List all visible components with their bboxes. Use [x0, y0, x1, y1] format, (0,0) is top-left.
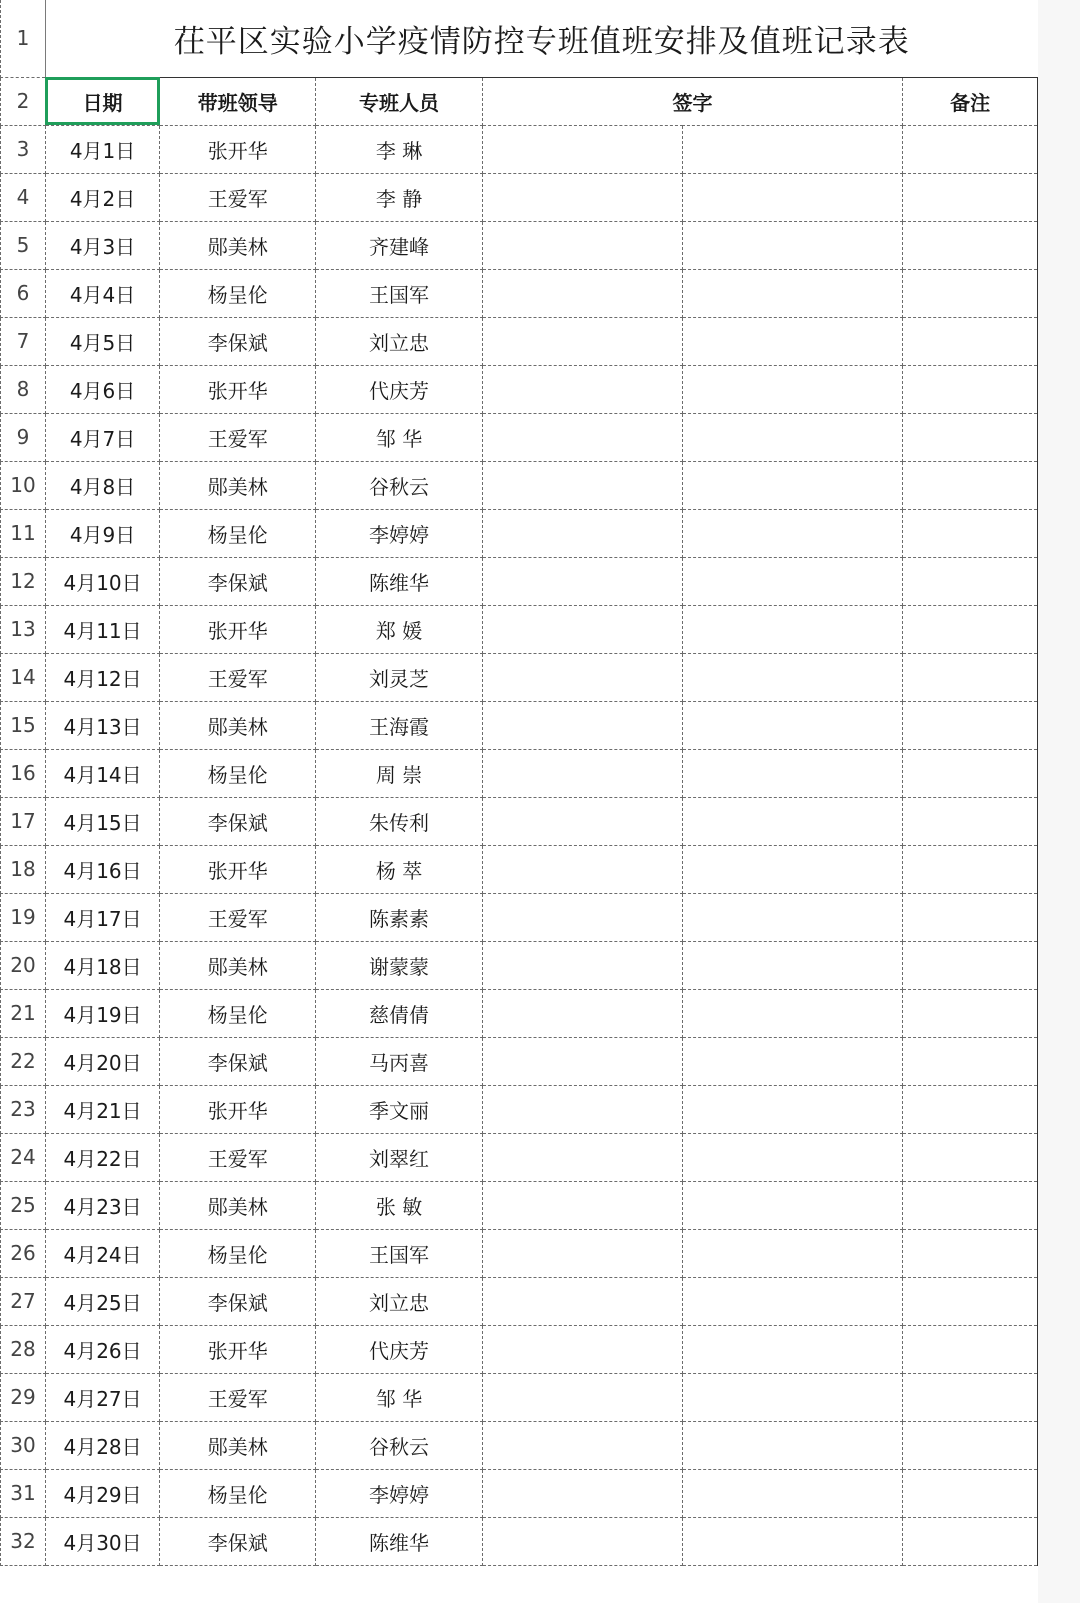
row-header[interactable]: 17 [1, 797, 46, 845]
remarks-cell[interactable] [903, 1085, 1038, 1133]
row-header[interactable]: 2 [1, 77, 46, 125]
row-header[interactable]: 18 [1, 845, 46, 893]
signature-cell[interactable] [482, 989, 682, 1037]
leader-cell[interactable]: 杨呈伦 [160, 509, 316, 557]
table-row [1, 1229, 1038, 1277]
signature-cell[interactable] [682, 173, 902, 221]
table-row [1, 941, 1038, 989]
staff-cell[interactable]: 王海霞 [316, 701, 482, 749]
remarks-cell[interactable] [903, 1133, 1038, 1181]
signature-cell[interactable] [682, 509, 902, 557]
remarks-cell[interactable] [903, 557, 1038, 605]
signature-cell[interactable] [682, 125, 902, 173]
signature-cell[interactable] [482, 1229, 682, 1277]
header-row [1, 77, 1038, 125]
date-cell[interactable]: 4月30日 [45, 1517, 159, 1565]
remarks-cell[interactable] [903, 269, 1038, 317]
staff-cell[interactable]: 周 崇 [316, 749, 482, 797]
row-header[interactable]: 30 [1, 1421, 46, 1469]
remarks-cell[interactable] [903, 653, 1038, 701]
leader-cell[interactable]: 张开华 [160, 845, 316, 893]
staff-cell[interactable]: 谷秋云 [316, 1421, 482, 1469]
signature-cell[interactable] [682, 701, 902, 749]
signature-cell[interactable] [482, 749, 682, 797]
row-header[interactable]: 7 [1, 317, 46, 365]
signature-cell[interactable] [682, 1229, 902, 1277]
signature-cell[interactable] [482, 605, 682, 653]
row-header[interactable]: 24 [1, 1133, 46, 1181]
leader-cell[interactable]: 杨呈伦 [160, 1229, 316, 1277]
table-row [1, 1133, 1038, 1181]
remarks-cell[interactable] [903, 1325, 1038, 1373]
row-header[interactable]: 23 [1, 1085, 46, 1133]
header-remarks-cell[interactable]: 备注 [903, 77, 1038, 125]
date-cell[interactable]: 4月7日 [45, 413, 159, 461]
table-row [1, 509, 1038, 557]
date-cell[interactable]: 4月29日 [45, 1469, 159, 1517]
row-header[interactable]: 1 [1, 0, 46, 77]
row-header[interactable]: 14 [1, 653, 46, 701]
signature-cell[interactable] [682, 749, 902, 797]
signature-cell[interactable] [482, 1181, 682, 1229]
signature-cell[interactable] [682, 1421, 902, 1469]
date-cell[interactable]: 4月8日 [45, 461, 159, 509]
date-cell[interactable]: 4月3日 [45, 221, 159, 269]
row-header[interactable]: 27 [1, 1277, 46, 1325]
signature-cell[interactable] [482, 269, 682, 317]
remarks-cell[interactable] [903, 845, 1038, 893]
leader-cell[interactable]: 杨呈伦 [160, 989, 316, 1037]
date-cell[interactable]: 4月2日 [45, 173, 159, 221]
table-row [1, 1469, 1038, 1517]
row-header[interactable]: 6 [1, 269, 46, 317]
signature-cell[interactable] [682, 941, 902, 989]
table-row [1, 1421, 1038, 1469]
leader-cell[interactable]: 杨呈伦 [160, 1469, 316, 1517]
staff-cell[interactable]: 刘立忠 [316, 317, 482, 365]
date-cell[interactable]: 4月18日 [45, 941, 159, 989]
date-cell[interactable]: 4月5日 [45, 317, 159, 365]
signature-cell[interactable] [482, 1325, 682, 1373]
leader-cell[interactable]: 杨呈伦 [160, 269, 316, 317]
signature-cell[interactable] [682, 1085, 902, 1133]
leader-cell[interactable]: 郧美林 [160, 461, 316, 509]
leader-cell[interactable]: 张开华 [160, 365, 316, 413]
staff-cell[interactable]: 王国军 [316, 1229, 482, 1277]
staff-cell[interactable]: 王国军 [316, 269, 482, 317]
leader-cell[interactable]: 张开华 [160, 1325, 316, 1373]
table-row [1, 1181, 1038, 1229]
table-row [1, 557, 1038, 605]
signature-cell[interactable] [682, 413, 902, 461]
signature-cell[interactable] [682, 1277, 902, 1325]
remarks-cell[interactable] [903, 1181, 1038, 1229]
staff-cell[interactable]: 李 静 [316, 173, 482, 221]
staff-cell[interactable]: 刘翠红 [316, 1133, 482, 1181]
leader-cell[interactable]: 郧美林 [160, 701, 316, 749]
signature-cell[interactable] [482, 845, 682, 893]
leader-cell[interactable]: 李保斌 [160, 557, 316, 605]
table-row [1, 845, 1038, 893]
date-cell[interactable]: 4月10日 [45, 557, 159, 605]
signature-cell[interactable] [682, 1133, 902, 1181]
signature-cell[interactable] [482, 941, 682, 989]
leader-cell[interactable]: 王爱军 [160, 893, 316, 941]
signature-cell[interactable] [682, 1325, 902, 1373]
table-row [1, 653, 1038, 701]
remarks-cell[interactable] [903, 701, 1038, 749]
row-header[interactable]: 16 [1, 749, 46, 797]
signature-cell[interactable] [482, 1517, 682, 1565]
signature-cell[interactable] [482, 797, 682, 845]
signature-cell[interactable] [482, 557, 682, 605]
sheet-margin [1038, 0, 1080, 1603]
signature-cell[interactable] [482, 1085, 682, 1133]
leader-cell[interactable]: 杨呈伦 [160, 749, 316, 797]
table-row [1, 173, 1038, 221]
table-row [1, 1373, 1038, 1421]
row-header[interactable]: 28 [1, 1325, 46, 1373]
row-header[interactable]: 32 [1, 1517, 46, 1565]
signature-cell[interactable] [682, 1181, 902, 1229]
leader-cell[interactable]: 王爱军 [160, 173, 316, 221]
leader-cell[interactable]: 郧美林 [160, 1421, 316, 1469]
staff-cell[interactable]: 李 琳 [316, 125, 482, 173]
signature-cell[interactable] [682, 1517, 902, 1565]
row-header[interactable]: 20 [1, 941, 46, 989]
header-date-cell[interactable]: 日期 [45, 77, 159, 125]
date-cell[interactable]: 4月24日 [45, 1229, 159, 1277]
date-cell[interactable]: 4月19日 [45, 989, 159, 1037]
remarks-cell[interactable] [903, 1373, 1038, 1421]
row-header[interactable]: 26 [1, 1229, 46, 1277]
remarks-cell[interactable] [903, 317, 1038, 365]
signature-cell[interactable] [482, 413, 682, 461]
remarks-cell[interactable] [903, 1277, 1038, 1325]
date-cell[interactable]: 4月14日 [45, 749, 159, 797]
signature-cell[interactable] [682, 893, 902, 941]
row-header[interactable]: 15 [1, 701, 46, 749]
signature-cell[interactable] [482, 1421, 682, 1469]
staff-cell[interactable]: 陈维华 [316, 1517, 482, 1565]
header-signature-cell[interactable]: 签字 [482, 77, 903, 125]
date-cell[interactable]: 4月4日 [45, 269, 159, 317]
signature-cell[interactable] [482, 173, 682, 221]
table-row [1, 317, 1038, 365]
row-header[interactable]: 12 [1, 557, 46, 605]
table-row [1, 989, 1038, 1037]
staff-cell[interactable]: 杨 萃 [316, 845, 482, 893]
row-header[interactable]: 9 [1, 413, 46, 461]
signature-cell[interactable] [482, 1037, 682, 1085]
staff-cell[interactable]: 张 敏 [316, 1181, 482, 1229]
row-header[interactable]: 10 [1, 461, 46, 509]
signature-cell[interactable] [482, 1373, 682, 1421]
remarks-cell[interactable] [903, 941, 1038, 989]
signature-cell[interactable] [682, 1037, 902, 1085]
date-cell[interactable]: 4月20日 [45, 1037, 159, 1085]
leader-cell[interactable]: 张开华 [160, 125, 316, 173]
table-row [1, 1085, 1038, 1133]
staff-cell[interactable]: 代庆芳 [316, 1325, 482, 1373]
staff-cell[interactable]: 刘灵芝 [316, 653, 482, 701]
signature-cell[interactable] [482, 509, 682, 557]
signature-cell[interactable] [682, 557, 902, 605]
table-row [1, 461, 1038, 509]
table-row [1, 749, 1038, 797]
table-row [1, 1037, 1038, 1085]
table-row [1, 1325, 1038, 1373]
date-cell[interactable]: 4月21日 [45, 1085, 159, 1133]
signature-cell[interactable] [482, 1469, 682, 1517]
remarks-cell[interactable] [903, 413, 1038, 461]
page-title[interactable]: 茌平区实验小学疫情防控专班值班安排及值班记录表 [45, 0, 1037, 77]
staff-cell[interactable]: 邹 华 [316, 413, 482, 461]
row-header[interactable]: 25 [1, 1181, 46, 1229]
remarks-cell[interactable] [903, 989, 1038, 1037]
signature-cell[interactable] [482, 125, 682, 173]
signature-cell[interactable] [482, 653, 682, 701]
table-row [1, 413, 1038, 461]
leader-cell[interactable]: 张开华 [160, 1085, 316, 1133]
signature-cell[interactable] [682, 221, 902, 269]
date-cell[interactable]: 4月23日 [45, 1181, 159, 1229]
leader-cell[interactable]: 李保斌 [160, 797, 316, 845]
row-header[interactable]: 13 [1, 605, 46, 653]
staff-cell[interactable]: 朱传利 [316, 797, 482, 845]
signature-cell[interactable] [682, 1469, 902, 1517]
row-header[interactable]: 4 [1, 173, 46, 221]
remarks-cell[interactable] [903, 461, 1038, 509]
table-row [1, 1277, 1038, 1325]
remarks-cell[interactable] [903, 1517, 1038, 1565]
staff-cell[interactable]: 季文丽 [316, 1085, 482, 1133]
signature-cell[interactable] [482, 461, 682, 509]
signature-cell[interactable] [682, 845, 902, 893]
remarks-cell[interactable] [903, 221, 1038, 269]
date-cell[interactable]: 4月26日 [45, 1325, 159, 1373]
signature-cell[interactable] [682, 797, 902, 845]
date-cell[interactable]: 4月1日 [45, 125, 159, 173]
staff-cell[interactable]: 邹 华 [316, 1373, 482, 1421]
remarks-cell[interactable] [903, 1421, 1038, 1469]
table-row [1, 1517, 1038, 1565]
staff-cell[interactable]: 齐建峰 [316, 221, 482, 269]
date-cell[interactable]: 4月27日 [45, 1373, 159, 1421]
row-header[interactable]: 8 [1, 365, 46, 413]
remarks-cell[interactable] [903, 1469, 1038, 1517]
leader-cell[interactable]: 王爱军 [160, 653, 316, 701]
staff-cell[interactable]: 谷秋云 [316, 461, 482, 509]
table-row [1, 797, 1038, 845]
staff-cell[interactable]: 马丙喜 [316, 1037, 482, 1085]
row-header[interactable]: 21 [1, 989, 46, 1037]
signature-cell[interactable] [482, 1133, 682, 1181]
signature-cell[interactable] [682, 1373, 902, 1421]
row-header[interactable]: 29 [1, 1373, 46, 1421]
date-cell[interactable]: 4月28日 [45, 1421, 159, 1469]
signature-cell[interactable] [682, 317, 902, 365]
row-header[interactable]: 31 [1, 1469, 46, 1517]
signature-cell[interactable] [682, 653, 902, 701]
leader-cell[interactable]: 王爱军 [160, 1373, 316, 1421]
signature-cell[interactable] [682, 269, 902, 317]
remarks-cell[interactable] [903, 1037, 1038, 1085]
staff-cell[interactable]: 陈维华 [316, 557, 482, 605]
date-cell[interactable]: 4月16日 [45, 845, 159, 893]
date-cell[interactable]: 4月6日 [45, 365, 159, 413]
header-staff-cell[interactable]: 专班人员 [316, 77, 482, 125]
leader-cell[interactable]: 李保斌 [160, 317, 316, 365]
table-row [1, 701, 1038, 749]
date-cell[interactable]: 4月13日 [45, 701, 159, 749]
signature-cell[interactable] [482, 893, 682, 941]
row-header[interactable]: 11 [1, 509, 46, 557]
signature-cell[interactable] [682, 365, 902, 413]
staff-cell[interactable]: 李婷婷 [316, 509, 482, 557]
remarks-cell[interactable] [903, 125, 1038, 173]
remarks-cell[interactable] [903, 365, 1038, 413]
signature-cell[interactable] [682, 605, 902, 653]
date-cell[interactable]: 4月12日 [45, 653, 159, 701]
remarks-cell[interactable] [903, 1229, 1038, 1277]
table-row [1, 221, 1038, 269]
staff-cell[interactable]: 陈素素 [316, 893, 482, 941]
table-row [1, 365, 1038, 413]
date-cell[interactable]: 4月11日 [45, 605, 159, 653]
row-header[interactable]: 19 [1, 893, 46, 941]
row-header[interactable]: 22 [1, 1037, 46, 1085]
signature-cell[interactable] [482, 1277, 682, 1325]
title-row [1, 0, 1038, 77]
table-row [1, 269, 1038, 317]
leader-cell[interactable]: 李保斌 [160, 1277, 316, 1325]
signature-cell[interactable] [682, 989, 902, 1037]
remarks-cell[interactable] [903, 173, 1038, 221]
staff-cell[interactable]: 谢蒙蒙 [316, 941, 482, 989]
leader-cell[interactable]: 王爱军 [160, 1133, 316, 1181]
staff-cell[interactable]: 刘立忠 [316, 1277, 482, 1325]
date-cell[interactable]: 4月25日 [45, 1277, 159, 1325]
row-header[interactable]: 5 [1, 221, 46, 269]
remarks-cell[interactable] [903, 605, 1038, 653]
table-row [1, 893, 1038, 941]
signature-cell[interactable] [482, 221, 682, 269]
remarks-cell[interactable] [903, 893, 1038, 941]
leader-cell[interactable]: 张开华 [160, 605, 316, 653]
date-cell[interactable]: 4月15日 [45, 797, 159, 845]
table-row [1, 605, 1038, 653]
remarks-cell[interactable] [903, 509, 1038, 557]
date-cell[interactable]: 4月9日 [45, 509, 159, 557]
row-header[interactable]: 3 [1, 125, 46, 173]
staff-cell[interactable]: 慈倩倩 [316, 989, 482, 1037]
staff-cell[interactable]: 李婷婷 [316, 1469, 482, 1517]
signature-cell[interactable] [482, 317, 682, 365]
remarks-cell[interactable] [903, 797, 1038, 845]
leader-cell[interactable]: 郧美林 [160, 941, 316, 989]
remarks-cell[interactable] [903, 749, 1038, 797]
date-cell[interactable]: 4月22日 [45, 1133, 159, 1181]
staff-cell[interactable]: 郑 媛 [316, 605, 482, 653]
staff-cell[interactable]: 代庆芳 [316, 365, 482, 413]
signature-cell[interactable] [682, 461, 902, 509]
date-cell[interactable]: 4月17日 [45, 893, 159, 941]
header-leader-cell[interactable]: 带班领导 [160, 77, 316, 125]
table-row [1, 125, 1038, 173]
leader-cell[interactable]: 李保斌 [160, 1517, 316, 1565]
leader-cell[interactable]: 李保斌 [160, 1037, 316, 1085]
leader-cell[interactable]: 郧美林 [160, 221, 316, 269]
leader-cell[interactable]: 郧美林 [160, 1181, 316, 1229]
signature-cell[interactable] [482, 701, 682, 749]
leader-cell[interactable]: 王爱军 [160, 413, 316, 461]
signature-cell[interactable] [482, 365, 682, 413]
